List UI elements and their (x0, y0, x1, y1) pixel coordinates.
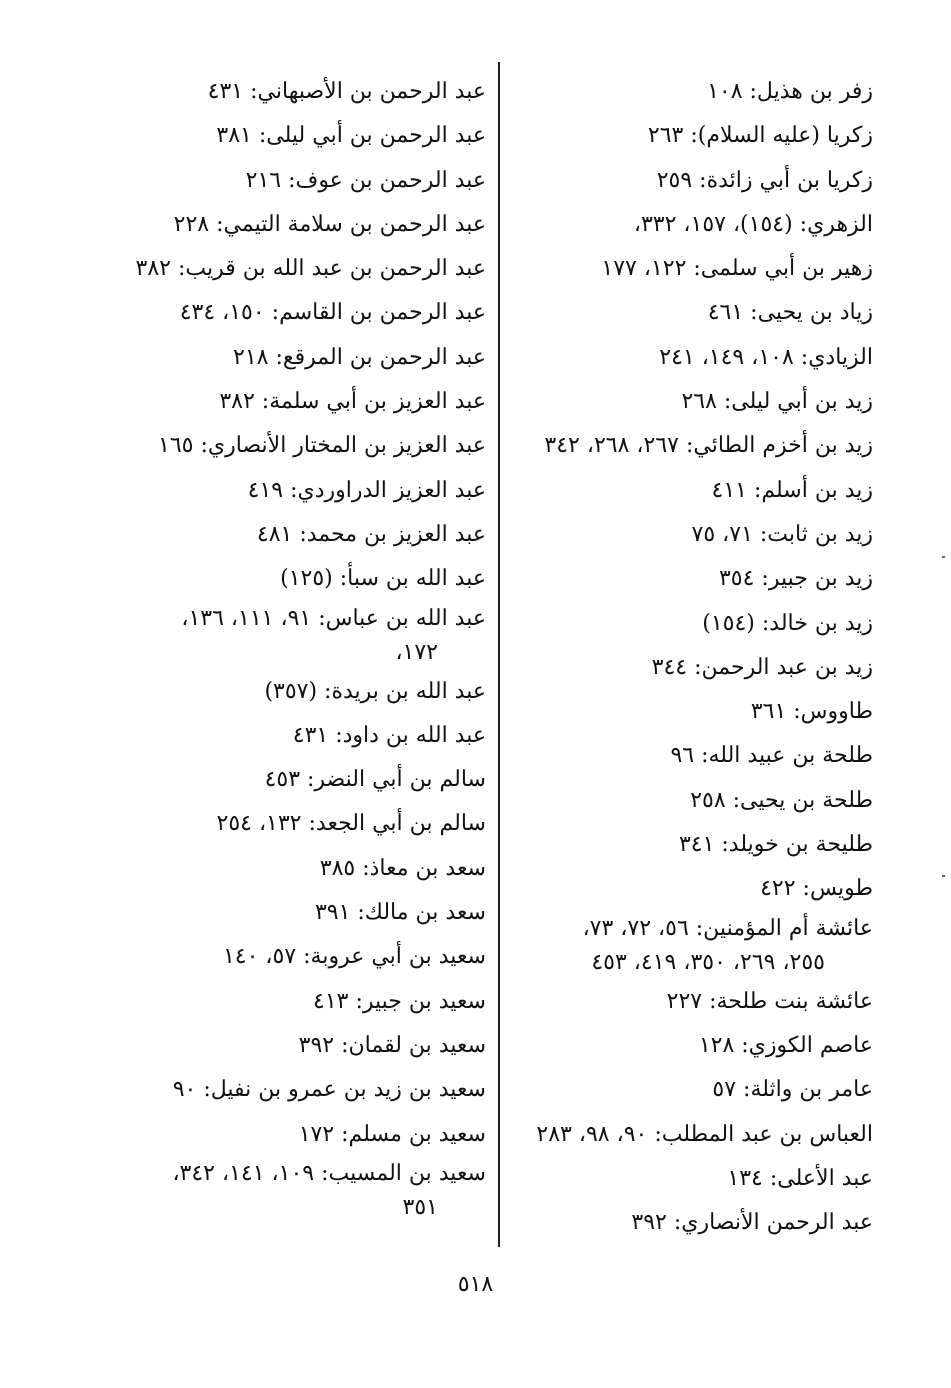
index-entry: عبد العزيز بن محمد: ٤٨١ (256, 521, 486, 547)
index-entry: طلحة بن عبيد الله: ٩٦ (670, 743, 873, 769)
index-entry: زيد بن جبير: ٣٥٤ (718, 566, 873, 592)
index-entry: عبد العزيز بن المختار الأنصاري: ١٦٥ (158, 433, 486, 459)
index-entry: طاووس: ٣٦١ (750, 699, 873, 725)
index-entry: زكريا (عليه السلام): ٢٦٣ (647, 123, 873, 149)
index-entry: زفر بن هذيل: ١٠٨ (707, 79, 873, 104)
index-entry: سعد بن مالك: ٣٩١ (314, 900, 486, 926)
index-entry: سعيد بن لقمان: ٣٩٢ (298, 1032, 486, 1058)
index-entry: الزهري: (١٥٤)، ١٥٧، ٣٣٢، (633, 211, 873, 237)
index-entry: زيد بن أسلم: ٤١١ (711, 477, 873, 503)
index-entry: سعيد بن مسلم: ١٧٢ (298, 1121, 486, 1147)
index-entry: عبد الرحمن بن عوف: ٢١٦ (245, 167, 486, 193)
index-entry: عبد الرحمن بن القاسم: ١٥٠، ٤٣٤ (179, 300, 486, 326)
index-entry: سعيد بن زيد بن عمرو بن نفيل: ٩٠ (172, 1077, 486, 1103)
index-entry (498, 912, 873, 980)
index-entry-text: عبد الله بن عباس: ٩١، ١١١، ١٣٦، (181, 605, 486, 631)
margin-mark (942, 875, 945, 877)
index-entry: سعيد بن أبي عروبة: ٥٧، ١٤٠ (222, 944, 486, 970)
index-entry: سعيد بن جبير: ٤١٣ (313, 988, 486, 1014)
index-entry: عامر بن واثلة: ٥٧ (712, 1077, 873, 1103)
index-entry: الزيادي: ١٠٨، ١٤٩، ٢٤١ (659, 344, 873, 370)
page-number: ٥١٨ (457, 1272, 494, 1297)
index-entry: عبد الرحمن بن الأصبهاني: ٤٣١ (207, 79, 486, 104)
column-divider (498, 62, 500, 1247)
index-entry-continuation: ٢٥٥، ٢٦٩، ٣٥٠، ٤١٩، ٤٥٣ (591, 949, 825, 975)
index-entry-continuation: ١٧٢، (395, 639, 438, 665)
index-entry: عبد الرحمن بن أبي ليلى: ٣٨١ (216, 123, 486, 149)
index-entry: طليحة بن خويلد: ٣٤١ (678, 832, 873, 858)
index-entry: عبد العزيز الدراوردي: ٤١٩ (247, 477, 486, 503)
index-entry: زكريا بن أبي زائدة: ٢٥٩ (656, 167, 873, 193)
index-entry: عبد العزيز بن أبي سلمة: ٣٨٢ (219, 389, 486, 415)
index-entry: زيد بن عبد الرحمن: ٣٤٤ (651, 654, 873, 680)
index-entry: زهير بن أبي سلمى: ١٢٢، ١٧٧ (601, 256, 873, 282)
index-entry-text: عائشة أم المؤمنين: ٥٦، ٧٢، ٧٣، (582, 915, 873, 941)
index-entry: عبد الله بن بريدة: (٣٥٧) (264, 678, 486, 704)
index-entry: طلحة بن يحيى: ٢٥٨ (690, 787, 873, 813)
index-entry: عبد الله بن داود: ٤٣١ (292, 722, 486, 748)
index-entry: زيد بن أبي ليلى: ٢٦٨ (681, 389, 873, 415)
index-column-left (126, 70, 486, 1225)
index-entry: زيد بن أخزم الطائي: ٢٦٧، ٢٦٨، ٣٤٢ (544, 433, 873, 459)
index-entry: عبد الرحمن بن المرقع: ٢١٨ (233, 344, 486, 370)
index-entry: سالم بن أبي الجعد: ١٣٢، ٢٥٤ (216, 811, 486, 837)
index-entry: عاصم الكوزي: ١٢٨ (698, 1032, 873, 1058)
index-entry-continuation: ٣٥١ (402, 1194, 438, 1220)
margin-mark (942, 556, 945, 558)
index-entry: زيد بن ثابت: ٧١، ٧٥ (691, 521, 873, 547)
index-entry: سعد بن معاذ: ٣٨٥ (319, 855, 486, 881)
index-entry: عبد الرحمن بن سلامة التيمي: ٢٢٨ (173, 211, 486, 237)
index-entry: عائشة بنت طلحة: ٢٢٧ (666, 988, 873, 1014)
index-entry: عبد الله بن سبأ: (١٢٥) (280, 566, 486, 592)
index-entry: طويس: ٤٢٢ (760, 876, 873, 902)
index-entry: العباس بن عبد المطلب: ٩٠، ٩٨، ٢٨٣ (536, 1121, 873, 1147)
index-entry: سالم بن أبي النضر: ٤٥٣ (264, 767, 486, 793)
index-entry: زيد بن خالد: (١٥٤) (702, 610, 873, 636)
index-entry (126, 1157, 486, 1225)
index-entry: عبد الرحمن الأنصاري: ٣٩٢ (631, 1210, 873, 1236)
index-entry: عبد الأعلى: ١٣٤ (727, 1165, 873, 1191)
index-entry: زياد بن يحيى: ٤٦١ (707, 300, 873, 326)
index-entry: عبد الرحمن بن عبد الله بن قريب: ٣٨٢ (135, 256, 486, 282)
index-entry (126, 602, 486, 670)
index-column-right (498, 70, 873, 1245)
index-entry-text: سعيد بن المسيب: ١٠٩، ١٤١، ٣٤٢، (172, 1160, 486, 1186)
